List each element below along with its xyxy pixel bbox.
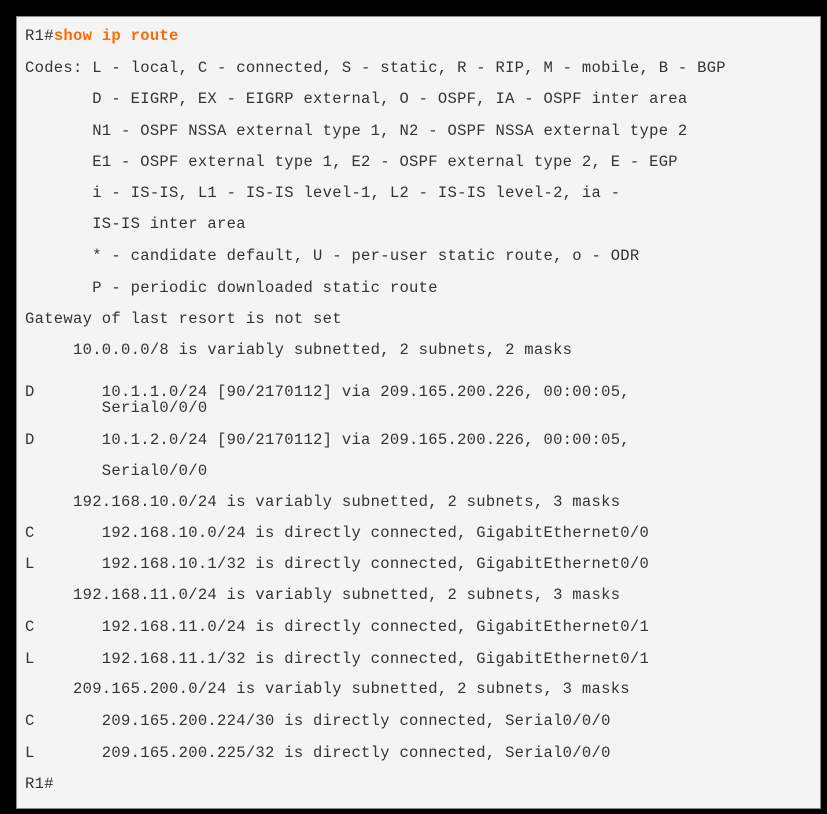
codes-line: * - candidate default, U - per-user static route, o - ODR xyxy=(25,247,640,265)
terminal-window[interactable] xyxy=(16,16,821,809)
codes-line: Codes: L - local, C - connected, S - static, R - RIP, M - mobile, B - BGP xyxy=(25,59,726,77)
route-line: L 209.165.200.225/32 is directly connected, Serial0/0/0 xyxy=(25,744,611,762)
route-line: 192.168.11.0/24 is variably subnetted, 2 subnets, 3 masks xyxy=(25,586,621,604)
route-line: C 192.168.11.0/24 is directly connected, GigabitEthernet0/1 xyxy=(25,618,650,636)
route-line: D 10.1.1.0/24 [90/2170112] via 209.165.200.226, 00:00:05, xyxy=(25,383,630,401)
route-line: D 10.1.2.0/24 [90/2170112] via 209.165.200.226, 00:00:05, xyxy=(25,431,630,449)
terminal-output xyxy=(17,17,820,808)
route-line: L 192.168.11.1/32 is directly connected, GigabitEthernet0/1 xyxy=(25,650,650,668)
codes-line: D - EIGRP, EX - EIGRP external, O - OSPF, IA - OSPF inter area xyxy=(25,90,688,108)
route-line: C 209.165.200.224/30 is directly connected, Serial0/0/0 xyxy=(25,712,611,730)
route-line: 10.0.0.0/8 is variably subnetted, 2 subnets, 2 masks xyxy=(25,341,573,359)
prompt: R1# xyxy=(25,27,54,45)
route-line: C 192.168.10.0/24 is directly connected, GigabitEthernet0/0 xyxy=(25,524,650,542)
route-line: Serial0/0/0 xyxy=(25,462,208,480)
prompt-line[interactable]: R1# xyxy=(25,775,54,793)
command-text: show ip route xyxy=(53,27,179,45)
codes-line: IS-IS inter area xyxy=(25,215,246,233)
route-line: L 192.168.10.1/32 is directly connected, GigabitEthernet0/0 xyxy=(25,555,650,573)
route-line: Serial0/0/0 xyxy=(25,399,208,417)
codes-line: N1 - OSPF NSSA external type 1, N2 - OSPF NSSA external type 2 xyxy=(25,122,688,140)
gateway-line: Gateway of last resort is not set xyxy=(25,310,342,328)
codes-line: E1 - OSPF external type 1, E2 - OSPF external type 2, E - EGP xyxy=(25,153,678,171)
codes-line: i - IS-IS, L1 - IS-IS level-1, L2 - IS-IS level-2, ia - xyxy=(25,184,621,202)
codes-line: P - periodic downloaded static route xyxy=(25,279,438,297)
command-line xyxy=(25,26,179,46)
route-line: 192.168.10.0/24 is variably subnetted, 2 subnets, 3 masks xyxy=(25,493,621,511)
route-line: 209.165.200.0/24 is variably subnetted, 2 subnets, 3 masks xyxy=(25,680,630,698)
